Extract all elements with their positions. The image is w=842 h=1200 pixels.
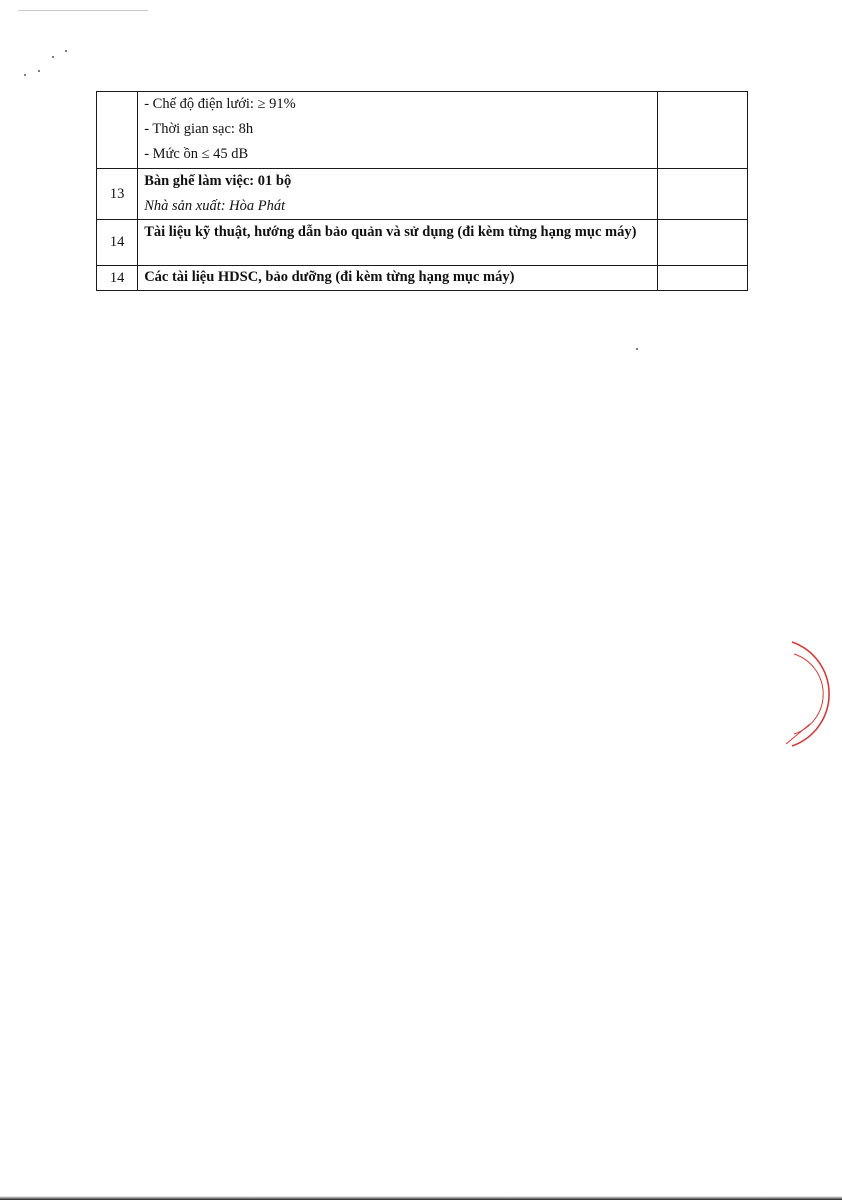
scan-speck xyxy=(65,50,67,52)
table-row xyxy=(97,220,748,266)
scan-speck xyxy=(38,70,40,72)
red-stamp-seal xyxy=(772,640,832,750)
bottom-scan-edge xyxy=(0,1196,842,1200)
row-manufacturer: Nhà sản xuất: Hòa Phát xyxy=(144,198,286,214)
row-content xyxy=(138,169,658,220)
spec-line-grid-efficiency: - Chế độ điện lưới: ≥ 91% xyxy=(144,96,296,112)
table-row xyxy=(97,169,748,220)
row-title: Các tài liệu HDSC, bảo dưỡng (đi kèm từng hạng mục máy) xyxy=(144,269,515,285)
row-number: 13 xyxy=(97,169,138,220)
row-title: Bàn ghế làm việc: 01 bộ xyxy=(144,173,292,189)
scan-speck xyxy=(24,74,26,76)
row-number: 14 xyxy=(97,220,138,266)
row-content xyxy=(138,92,658,169)
row-extra-cell xyxy=(658,169,748,220)
equipment-spec-table xyxy=(96,91,748,291)
top-rule xyxy=(18,10,148,11)
row-number xyxy=(97,92,138,169)
row-extra-cell xyxy=(658,266,748,291)
table-row xyxy=(97,92,748,169)
spec-line-charge-time: - Thời gian sạc: 8h xyxy=(144,121,254,137)
spec-line-noise-level: - Mức ồn ≤ 45 dB xyxy=(144,146,249,162)
table-row xyxy=(97,266,748,291)
scan-speck xyxy=(52,56,54,58)
row-extra-cell xyxy=(658,92,748,169)
row-title: Tài liệu kỹ thuật, hướng dẫn bảo quản và sử dụng (đi kèm từng hạng mục máy) xyxy=(144,224,637,240)
row-content xyxy=(138,266,658,291)
row-number: 14 xyxy=(97,266,138,291)
scan-speck xyxy=(636,348,638,350)
row-content xyxy=(138,220,658,266)
row-extra-cell xyxy=(658,220,748,266)
